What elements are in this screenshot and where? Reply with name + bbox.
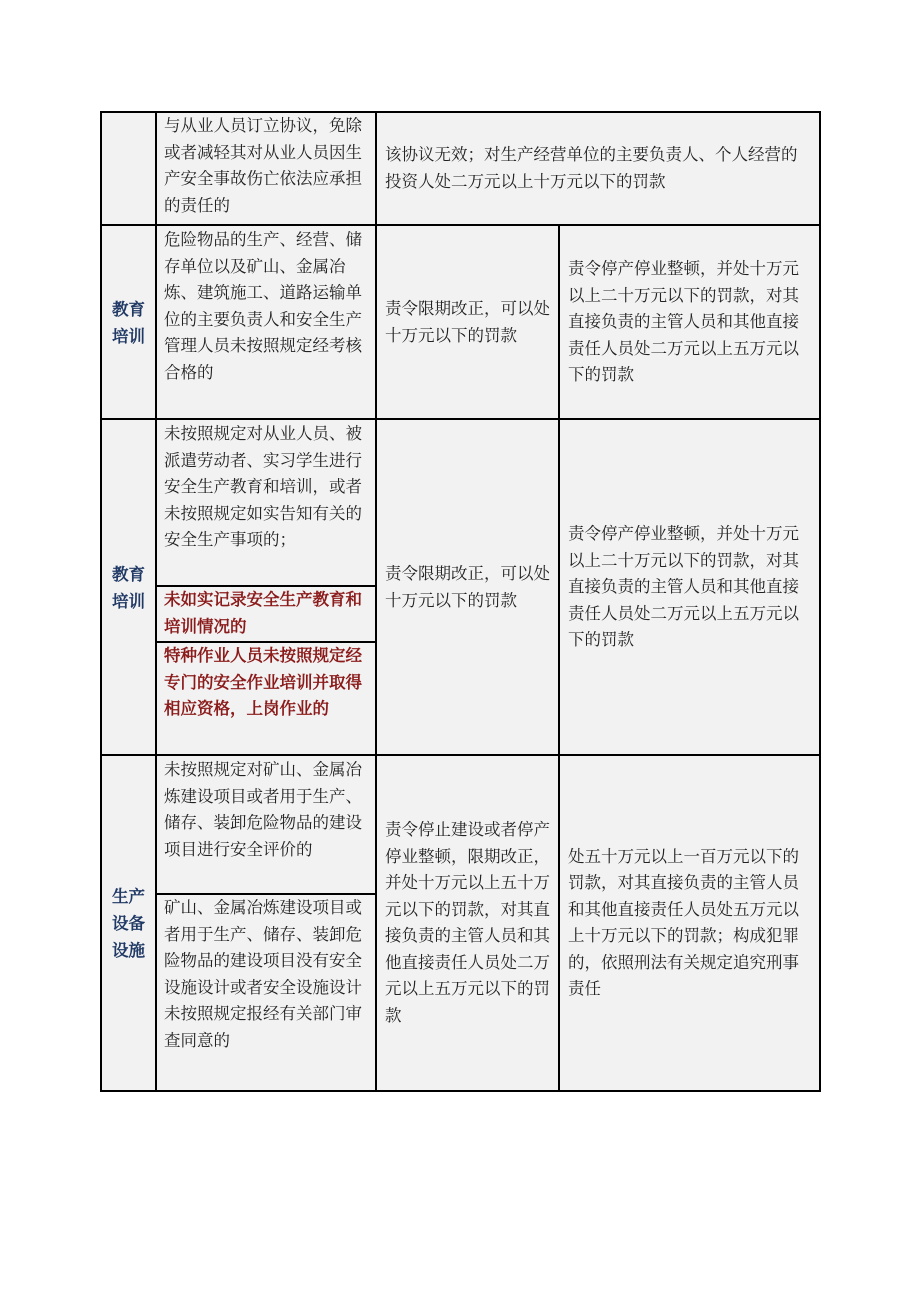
grid-line (101, 754, 819, 756)
conduct-cell-highlight: 特种作业人员未按照规定经专门的安全作业培训并取得相应资格，上岗作业的 (164, 646, 362, 718)
grid-line (375, 112, 377, 1090)
penalty-first-cell: 责令停止建设或者停产停业整顿，限期改正，并处十万元以上五十万元以下的罚款，对其直接负责的主管人员和其他直接责任人员处二万元以上五万元以下的罚款 (385, 820, 550, 1025)
category-cell: 教育培训 (112, 299, 145, 346)
grid-line (101, 418, 819, 420)
grid-line (558, 225, 560, 1090)
category-cell: 生产设备设施 (112, 886, 145, 960)
conduct-cell-highlight: 未如实记录安全生产教育和培训情况的 (164, 590, 362, 636)
conduct-cell: 未按照规定对从业人员、被派遣劳动者、实习学生进行安全生产教育和培训，或者未按照规定如实告知有关的安全生产事项的； (164, 424, 362, 549)
penalty-second-cell: 责令停产停业整顿，并处十万元以上二十万元以下的罚款，对其直接负责的主管人员和其他直接责任人员处二万元以上五万元以下的罚款 (568, 524, 799, 650)
grid-line (155, 112, 157, 1090)
penalty-second-cell: 责令停产停业整顿，并处十万元以上二十万元以下的罚款，对其直接负责的主管人员和其他直接责任人员处二万元以上五万元以下的罚款 (568, 259, 799, 385)
penalty-merged-cell: 该协议无效；对生产经营单位的主要负责人、个人经营的投资人处二万元以上十万元以下的罚款 (385, 145, 798, 191)
grid-line (156, 893, 376, 895)
table-border (100, 111, 821, 1092)
category-cell: 教育培训 (112, 564, 145, 611)
penalty-first-cell: 责令限期改正，可以处十万元以下的罚款 (385, 299, 550, 345)
grid-line (156, 585, 376, 587)
conduct-cell: 矿山、金属冶炼建设项目或者用于生产、储存、装卸危险物品的建设项目没有安全设施设计或者安全设施设计未按照规定报经有关部门审查同意的 (164, 898, 362, 1050)
conduct-cell: 与从业人员订立协议，免除或者减轻其对从业人员因生产安全事故伤亡依法应承担的责任的 (164, 116, 362, 215)
penalty-second-cell: 处五十万元以上一百万元以下的罚款，对其直接负责的主管人员和其他直接责任人员处五万元以上十万元以下的罚款；构成犯罪的，依照刑法有关规定追究刑事责任 (568, 846, 799, 998)
conduct-cell: 危险物品的生产、经营、储存单位以及矿山、金属冶炼、建筑施工、道路运输单位的主要负责人和安全生产管理人员未按照规定经考核合格的 (164, 230, 362, 382)
grid-line (156, 641, 376, 643)
penalty-first-cell: 责令限期改正，可以处十万元以下的罚款 (385, 564, 550, 610)
conduct-cell: 未按照规定对矿山、金属冶炼建设项目或者用于生产、储存、装卸危险物品的建设项目进行安全评价的 (164, 760, 362, 859)
grid-line (101, 224, 819, 226)
